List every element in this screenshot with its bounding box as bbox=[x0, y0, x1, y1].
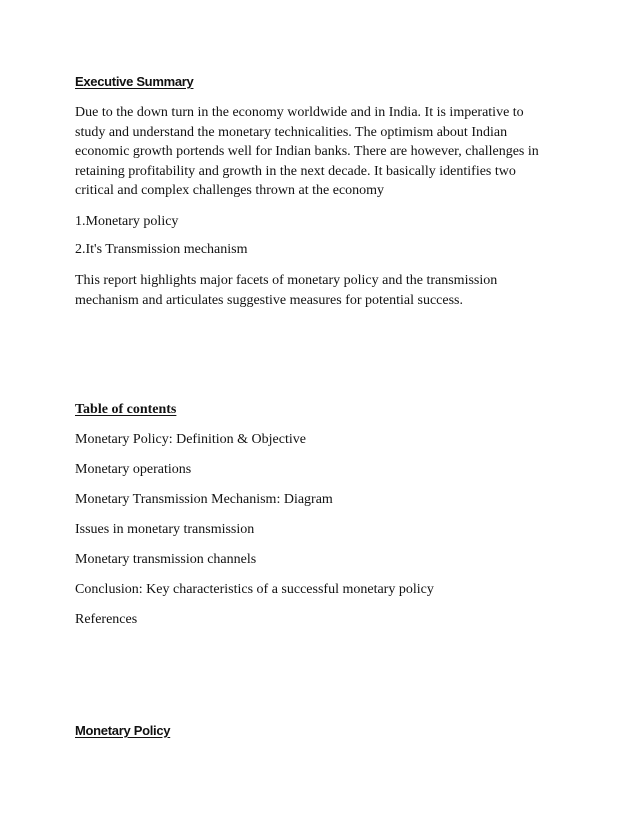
paragraph-line: Due to the down turn in the economy worldwide and in India. It is imperative to bbox=[75, 105, 524, 120]
monetary-policy-heading: Monetary Policy bbox=[75, 723, 171, 738]
paragraph-line: study and understand the monetary technicalities. The optimism about Indian bbox=[75, 124, 508, 140]
toc-item-conclusion: Conclusion: Key characteristics of a successful monetary policy bbox=[75, 582, 434, 597]
toc-item-transmission-channels: Monetary transmission channels bbox=[75, 552, 257, 567]
toc-item-transmission-issues: Issues in monetary transmission bbox=[75, 522, 255, 537]
closing-line: mechanism and articulates suggestive measures for potential success. bbox=[75, 292, 463, 308]
executive-summary-closing bbox=[75, 271, 575, 310]
executive-summary-heading: Executive Summary bbox=[75, 74, 194, 89]
executive-summary-paragraph bbox=[75, 103, 575, 201]
paragraph-line: critical and complex challenges thrown at the economy bbox=[75, 183, 385, 198]
summary-point-monetary-policy: 1.Monetary policy bbox=[75, 214, 179, 229]
toc-item-transmission-diagram: Monetary Transmission Mechanism: Diagram bbox=[75, 492, 333, 507]
toc-item-monetary-operations: Monetary operations bbox=[75, 462, 192, 477]
closing-line: This report highlights major facets of monetary policy and the transmission bbox=[75, 273, 498, 288]
paragraph-line: economic growth portends well for Indian banks. There are however, challenges in bbox=[75, 144, 539, 159]
paragraph-line: retaining profitability and growth in the next decade. It basically identifies two bbox=[75, 163, 516, 179]
toc-item-references: References bbox=[75, 612, 138, 627]
summary-point-transmission-mechanism: 2.It's Transmission mechanism bbox=[75, 242, 248, 257]
table-of-contents-heading: Table of contents bbox=[75, 402, 177, 417]
toc-item-definition-objective: Monetary Policy: Definition & Objective bbox=[75, 432, 306, 447]
